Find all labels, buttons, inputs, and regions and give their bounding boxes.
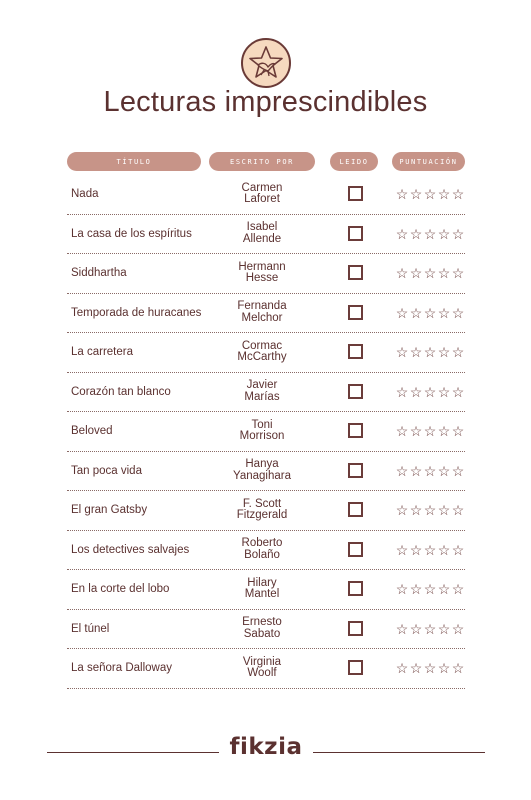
star-outline-icon[interactable]: ☆	[437, 581, 451, 598]
star-outline-icon[interactable]: ☆	[451, 265, 465, 282]
star-outline-icon[interactable]: ☆	[395, 225, 409, 242]
star-outline-icon[interactable]: ☆	[395, 304, 409, 321]
star-outline-icon[interactable]: ☆	[423, 383, 437, 400]
star-outline-icon[interactable]: ☆	[409, 304, 423, 321]
star-outline-icon[interactable]: ☆	[423, 502, 437, 519]
rating-stars[interactable]	[395, 186, 465, 202]
star-outline-icon[interactable]: ☆	[423, 265, 437, 282]
book-title: Corazón tan blanco	[71, 385, 171, 398]
page-title: Lecturas imprescindibles	[103, 86, 428, 118]
author-last-name: Woolf	[247, 667, 277, 680]
author-first-name: Fernanda	[237, 300, 287, 313]
star-outline-icon[interactable]: ☆	[395, 620, 409, 637]
book-author	[209, 452, 315, 491]
star-outline-icon[interactable]: ☆	[409, 581, 423, 598]
author-last-name: Marías	[244, 390, 280, 403]
rating-stars[interactable]	[395, 344, 465, 360]
author-first-name: Virginia	[242, 655, 282, 668]
book-title: El túnel	[71, 622, 110, 635]
star-outline-icon[interactable]: ☆	[451, 186, 465, 203]
author-last-name: Yanagihara	[233, 469, 291, 482]
author-first-name: Hilary	[247, 576, 277, 589]
read-checkbox[interactable]	[348, 344, 363, 359]
star-outline-icon[interactable]: ☆	[395, 502, 409, 519]
reading-list	[67, 175, 465, 689]
star-outline-icon[interactable]: ☆	[451, 423, 465, 440]
star-outline-icon[interactable]: ☆	[437, 541, 451, 558]
star-outline-icon[interactable]: ☆	[451, 344, 465, 361]
author-first-name: Ernesto	[242, 616, 282, 629]
star-outline-icon[interactable]: ☆	[423, 581, 437, 598]
book-author	[209, 373, 315, 412]
star-outline-icon[interactable]: ☆	[423, 462, 437, 479]
author-first-name: F. Scott	[242, 497, 282, 510]
book-title: La carretera	[71, 346, 134, 359]
star-outline-icon[interactable]: ☆	[409, 502, 423, 519]
star-outline-icon[interactable]: ☆	[395, 462, 409, 479]
rating-stars[interactable]	[395, 423, 465, 439]
author-last-name: Bolaño	[244, 548, 280, 561]
star-outline-icon[interactable]: ☆	[409, 620, 423, 637]
author-last-name: Allende	[242, 232, 282, 245]
star-outline-icon[interactable]: ☆	[437, 502, 451, 519]
read-checkbox[interactable]	[348, 265, 363, 280]
star-outline-icon[interactable]: ☆	[423, 541, 437, 558]
star-bird-icon	[246, 43, 286, 83]
list-item	[67, 373, 465, 413]
book-author	[209, 175, 315, 214]
rating-stars[interactable]	[395, 542, 465, 558]
star-outline-icon[interactable]: ☆	[409, 383, 423, 400]
author-first-name: Javier	[246, 379, 278, 392]
rating-stars[interactable]	[395, 305, 465, 321]
list-item	[67, 649, 465, 689]
star-outline-icon[interactable]: ☆	[395, 186, 409, 203]
book-author	[209, 215, 315, 254]
star-outline-icon[interactable]: ☆	[437, 660, 451, 677]
rating-stars[interactable]	[395, 621, 465, 637]
list-item	[67, 254, 465, 294]
star-outline-icon[interactable]: ☆	[451, 383, 465, 400]
book-title: La señora Dalloway	[71, 662, 173, 675]
footer-divider-right	[313, 752, 485, 753]
book-title: La casa de los espíritus	[71, 227, 192, 240]
star-outline-icon[interactable]: ☆	[437, 383, 451, 400]
footer-divider-left	[47, 752, 219, 753]
author-first-name: Hanya	[245, 458, 279, 471]
star-outline-icon[interactable]: ☆	[437, 344, 451, 361]
star-outline-icon[interactable]: ☆	[451, 304, 465, 321]
rating-stars[interactable]	[395, 463, 465, 479]
star-outline-icon[interactable]: ☆	[409, 344, 423, 361]
star-outline-icon[interactable]: ☆	[451, 541, 465, 558]
author-first-name: Isabel	[246, 221, 278, 234]
book-title: Los detectives salvajes	[71, 543, 190, 556]
rating-stars[interactable]	[395, 660, 465, 676]
list-item	[67, 570, 465, 610]
star-outline-icon[interactable]: ☆	[423, 423, 437, 440]
book-title: Beloved	[71, 425, 113, 438]
list-item	[67, 294, 465, 334]
list-item	[67, 531, 465, 571]
star-outline-icon[interactable]: ☆	[409, 462, 423, 479]
brand-logo: fikzia	[229, 734, 303, 760]
star-outline-icon[interactable]: ☆	[395, 541, 409, 558]
author-first-name: Toni	[251, 418, 273, 431]
star-outline-icon[interactable]: ☆	[423, 225, 437, 242]
book-author	[209, 610, 315, 649]
author-last-name: Laforet	[244, 193, 280, 206]
star-outline-icon[interactable]: ☆	[437, 225, 451, 242]
author-last-name: Morrison	[239, 430, 285, 443]
star-outline-icon[interactable]: ☆	[451, 462, 465, 479]
author-last-name: McCarthy	[237, 351, 287, 364]
star-outline-icon[interactable]: ☆	[451, 502, 465, 519]
star-outline-icon[interactable]: ☆	[451, 581, 465, 598]
book-author	[209, 491, 315, 530]
read-checkbox[interactable]	[348, 581, 363, 596]
list-item	[67, 491, 465, 531]
star-outline-icon[interactable]: ☆	[395, 265, 409, 282]
read-checkbox[interactable]	[348, 186, 363, 201]
star-outline-icon[interactable]: ☆	[409, 265, 423, 282]
star-outline-icon[interactable]: ☆	[409, 225, 423, 242]
book-author	[209, 254, 315, 293]
star-outline-icon[interactable]: ☆	[437, 304, 451, 321]
star-outline-icon[interactable]: ☆	[437, 462, 451, 479]
star-outline-icon[interactable]: ☆	[423, 620, 437, 637]
author-last-name: Fitzgerald	[236, 509, 288, 522]
book-title: En la corte del lobo	[71, 583, 170, 596]
list-item	[67, 610, 465, 650]
author-first-name: Roberto	[241, 537, 283, 550]
list-item	[67, 333, 465, 373]
list-item	[67, 412, 465, 452]
read-checkbox[interactable]	[348, 423, 363, 438]
read-checkbox[interactable]	[348, 621, 363, 636]
star-outline-icon[interactable]: ☆	[409, 541, 423, 558]
star-outline-icon[interactable]: ☆	[437, 186, 451, 203]
book-title: Temporada de huracanes	[71, 306, 202, 319]
book-author	[209, 649, 315, 688]
author-first-name: Cormac	[241, 339, 283, 352]
list-item	[67, 175, 465, 215]
read-checkbox[interactable]	[348, 542, 363, 557]
rating-stars[interactable]	[395, 265, 465, 281]
star-outline-icon[interactable]: ☆	[395, 383, 409, 400]
book-author	[209, 333, 315, 372]
star-outline-icon[interactable]: ☆	[409, 186, 423, 203]
star-outline-icon[interactable]: ☆	[409, 423, 423, 440]
star-outline-icon[interactable]: ☆	[395, 660, 409, 677]
header-read: LEIDO	[330, 152, 378, 171]
rating-stars[interactable]	[395, 502, 465, 518]
star-outline-icon[interactable]: ☆	[437, 265, 451, 282]
book-title: Tan poca vida	[71, 464, 142, 477]
rating-stars[interactable]	[395, 581, 465, 597]
read-checkbox[interactable]	[348, 660, 363, 675]
author-last-name: Sabato	[243, 627, 281, 640]
list-item	[67, 215, 465, 255]
star-outline-icon[interactable]: ☆	[451, 660, 465, 677]
star-outline-icon[interactable]: ☆	[395, 581, 409, 598]
header-author: ESCRITO POR	[209, 152, 315, 171]
author-last-name: Melchor	[241, 311, 283, 324]
author-first-name: Carmen	[241, 181, 283, 194]
book-author	[209, 412, 315, 451]
rating-stars[interactable]	[395, 384, 465, 400]
book-title: Siddhartha	[71, 267, 127, 280]
book-title: Nada	[71, 188, 99, 201]
header-score: PUNTUACIÓN	[392, 152, 465, 171]
star-outline-icon[interactable]: ☆	[423, 186, 437, 203]
star-outline-icon[interactable]: ☆	[437, 423, 451, 440]
logo-badge	[241, 38, 291, 88]
star-outline-icon[interactable]: ☆	[451, 225, 465, 242]
rating-stars[interactable]	[395, 226, 465, 242]
star-outline-icon[interactable]: ☆	[423, 660, 437, 677]
star-outline-icon[interactable]: ☆	[423, 304, 437, 321]
star-outline-icon[interactable]: ☆	[395, 344, 409, 361]
book-author	[209, 570, 315, 609]
header-title: TÍTULO	[67, 152, 201, 171]
read-checkbox[interactable]	[348, 384, 363, 399]
author-last-name: Mantel	[244, 588, 280, 601]
star-outline-icon[interactable]: ☆	[423, 344, 437, 361]
star-outline-icon[interactable]: ☆	[409, 660, 423, 677]
book-author	[209, 531, 315, 570]
list-item	[67, 452, 465, 492]
star-outline-icon[interactable]: ☆	[437, 620, 451, 637]
read-checkbox[interactable]	[348, 502, 363, 517]
book-author	[209, 294, 315, 333]
star-outline-icon[interactable]: ☆	[395, 423, 409, 440]
star-outline-icon[interactable]: ☆	[451, 620, 465, 637]
author-last-name: Hesse	[245, 272, 279, 285]
read-checkbox[interactable]	[348, 226, 363, 241]
read-checkbox[interactable]	[348, 463, 363, 478]
book-title: El gran Gatsby	[71, 504, 148, 517]
author-first-name: Hermann	[238, 260, 286, 273]
read-checkbox[interactable]	[348, 305, 363, 320]
